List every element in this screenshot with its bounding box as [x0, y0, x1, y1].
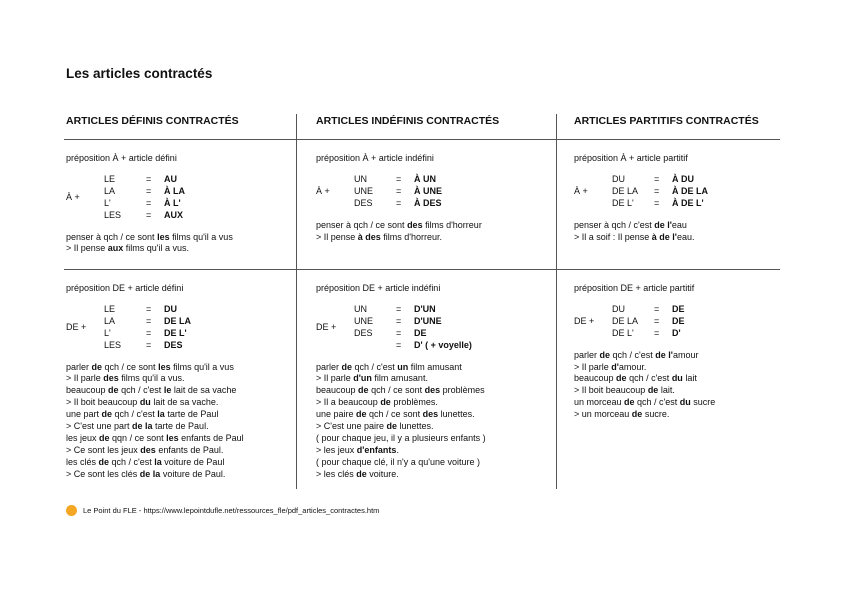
- contracted-form: DE: [414, 327, 427, 338]
- equals-sign: =: [654, 315, 660, 326]
- contracted-form: DE L': [164, 327, 187, 338]
- emphasis-text: des: [422, 409, 439, 420]
- cell-intro: préposition DE + article partitif: [574, 283, 695, 293]
- example-text: enfants de Paul: [178, 432, 244, 443]
- emphasis-text: les: [158, 361, 171, 372]
- preposition-label: DE +: [66, 321, 87, 332]
- example-line: [316, 220, 482, 232]
- example-line: [66, 397, 244, 409]
- example-text: beaucoup: [316, 385, 359, 396]
- example-line: [574, 232, 708, 244]
- emphasis-text: de: [99, 432, 110, 443]
- preposition-label: DE +: [316, 321, 337, 332]
- contraction-row: [66, 174, 185, 186]
- examples: [66, 362, 244, 481]
- emphasis-text: à de l': [651, 231, 677, 242]
- example-text: ( pour chaque clé, il n'y a qu'une voiture ): [316, 456, 481, 467]
- equals-sign: =: [146, 185, 152, 196]
- example-text: > C'est une paire: [316, 421, 387, 432]
- example-text: eau.: [676, 231, 695, 242]
- equals-sign: =: [654, 173, 660, 184]
- contracted-form: AU: [164, 173, 177, 184]
- preposition-label: À +: [574, 185, 588, 196]
- example-line: [66, 385, 244, 397]
- example-text: beaucoup: [66, 385, 109, 396]
- preposition-label: À +: [66, 191, 80, 202]
- cell-intro: préposition À + article indéfini: [316, 153, 434, 163]
- contracted-form: À LA: [164, 185, 185, 196]
- contracted-form: À UN: [414, 173, 436, 184]
- article-label: DE L': [612, 327, 634, 338]
- article-label: DES: [354, 197, 373, 208]
- cell-intro: préposition À + article partitif: [574, 153, 688, 163]
- footer-text: Le Point du FLE - https://www.lepointdufle.net/ressources_fle/pdf_articles_contractes.htm: [83, 506, 380, 515]
- example-text: films qu'il a vus: [169, 231, 233, 242]
- cell-intro: préposition DE + article indéfini: [316, 283, 441, 293]
- equals-sign: =: [654, 327, 660, 338]
- cell-a-defini: [66, 153, 233, 255]
- example-line: [66, 409, 244, 421]
- column-heading-definis: ARTICLES DÉFINIS CONTRACTÉS: [66, 115, 239, 127]
- example-text: films qu'il a vus.: [118, 373, 185, 384]
- example-line: [316, 457, 486, 469]
- emphasis-text: de: [341, 361, 353, 372]
- example-text: qch / c'est: [109, 456, 155, 467]
- example-text: voiture.: [366, 468, 399, 479]
- emphasis-text: d': [611, 361, 619, 372]
- contracted-form: D': [672, 327, 681, 338]
- example-text: une paire: [316, 409, 357, 420]
- example-text: les jeux: [66, 432, 100, 443]
- emphasis-text: du: [679, 397, 691, 408]
- cell-de-partitif: [574, 283, 715, 421]
- article-label: DE LA: [612, 315, 639, 326]
- example-text: qch / c'est: [112, 409, 158, 420]
- example-line: [66, 457, 244, 469]
- equals-sign: =: [146, 173, 152, 184]
- example-text: qch / c'est: [634, 397, 680, 408]
- emphasis-text: de: [356, 409, 367, 420]
- column-divider-2: [556, 114, 557, 489]
- example-text: > les clés: [316, 468, 357, 479]
- contraction-table: [574, 304, 685, 340]
- example-text: lait: [682, 373, 697, 384]
- contracted-form: DU: [164, 303, 177, 314]
- emphasis-text: la: [157, 409, 165, 420]
- example-text: film amusant: [408, 361, 462, 372]
- example-text: qch / c'est: [626, 373, 672, 384]
- article-label: [354, 340, 396, 352]
- example-text: qch / c'est: [610, 349, 656, 360]
- example-text: qqn / ce sont: [109, 432, 167, 443]
- emphasis-text: de: [108, 385, 119, 396]
- column-heading-indefinis: ARTICLES INDÉFINIS CONTRACTÉS: [316, 115, 500, 127]
- example-line: [316, 385, 486, 397]
- example-text: films d'horreur: [422, 219, 482, 230]
- example-text: amour.: [618, 361, 647, 372]
- article-label: LA: [104, 185, 116, 196]
- example-text: une part: [66, 409, 102, 420]
- logo-dot-icon: [66, 505, 77, 516]
- example-line: [316, 421, 486, 433]
- example-line: [66, 433, 244, 445]
- equals-sign: =: [396, 173, 402, 184]
- example-text: qch / c'est: [118, 385, 164, 396]
- cell-intro: préposition À + article défini: [66, 153, 177, 163]
- example-text: > Il parle: [574, 361, 612, 372]
- contracted-form: À DE L': [672, 197, 704, 208]
- example-text: films d'horreur.: [380, 231, 443, 242]
- example-text: parler: [574, 349, 600, 360]
- example-text: lunettes.: [397, 421, 434, 432]
- emphasis-text: les: [157, 231, 170, 242]
- emphasis-text: des: [140, 444, 156, 455]
- example-text: problèmes: [440, 385, 485, 396]
- example-text: parler: [66, 361, 92, 372]
- example-text: enfants de Paul.: [155, 444, 224, 455]
- example-text: ( pour chaque jeu, il y a plusieurs enfants ): [316, 432, 486, 443]
- emphasis-text: les: [166, 432, 179, 443]
- examples: [66, 232, 233, 256]
- example-text: > Il boit beaucoup: [574, 385, 648, 396]
- column-heading-partitifs: ARTICLES PARTITIFS CONTRACTÉS: [574, 115, 759, 127]
- article-label: LE: [104, 303, 116, 314]
- example-line: [574, 373, 715, 385]
- emphasis-text: d'un: [353, 373, 372, 384]
- emphasis-text: de: [91, 361, 103, 372]
- example-text: > Il pense: [316, 231, 358, 242]
- emphasis-text: du: [671, 373, 683, 384]
- example-text: film amusant.: [371, 373, 428, 384]
- article-label: LA: [104, 315, 116, 326]
- contraction-table: [66, 304, 191, 352]
- example-text: > les jeux: [316, 444, 357, 455]
- equals-sign: =: [396, 327, 402, 338]
- equals-sign: =: [396, 185, 402, 196]
- contracted-form: À DE LA: [672, 185, 708, 196]
- equals-sign: =: [146, 339, 152, 350]
- emphasis-text: de: [631, 409, 643, 420]
- emphasis-text: de l': [655, 349, 673, 360]
- article-label: DE L': [612, 197, 634, 208]
- example-text: penser à qch / ce sont: [316, 219, 408, 230]
- example-text: > un morceau: [574, 409, 632, 420]
- contracted-form: DE LA: [164, 315, 191, 326]
- contracted-form: À DES: [414, 197, 442, 208]
- column-divider-1: [296, 114, 297, 489]
- contraction-table: [574, 174, 708, 210]
- example-text: > Il boit beaucoup: [66, 397, 140, 408]
- example-text: lait.: [658, 385, 675, 396]
- contraction-row: [316, 304, 472, 316]
- example-line: [316, 397, 486, 409]
- equals-sign: =: [654, 197, 660, 208]
- cell-de-defini: [66, 283, 244, 481]
- equals-sign: =: [396, 339, 402, 350]
- emphasis-text: de: [358, 385, 369, 396]
- emphasis-text: de: [380, 397, 391, 408]
- example-text: penser à qch / ce sont: [66, 231, 158, 242]
- example-text: qch / ce sont: [366, 409, 423, 420]
- example-line: [66, 243, 233, 255]
- contraction-row: [66, 304, 191, 316]
- example-text: > C'est une part: [66, 421, 133, 432]
- emphasis-text: des: [103, 373, 119, 384]
- emphasis-text: de: [98, 456, 110, 467]
- article-label: DE LA: [612, 185, 639, 196]
- emphasis-text: de la: [132, 421, 153, 432]
- example-text: > Il a beaucoup: [316, 397, 381, 408]
- contraction-row: [574, 174, 708, 186]
- example-line: [316, 232, 482, 244]
- example-text: > Il parle: [316, 373, 354, 384]
- article-label: UNE: [354, 185, 374, 196]
- article-label: LE: [104, 173, 116, 184]
- emphasis-text: de l': [654, 219, 672, 230]
- equals-sign: =: [146, 303, 152, 314]
- example-text: sucre.: [642, 409, 670, 420]
- equals-sign: =: [654, 185, 660, 196]
- example-text: problèmes.: [390, 397, 438, 408]
- example-text: beaucoup: [574, 373, 617, 384]
- example-line: [316, 445, 486, 457]
- example-text: films qu'il a vus.: [123, 243, 190, 254]
- emphasis-text: de: [101, 409, 113, 420]
- examples: [316, 362, 486, 481]
- example-text: un morceau: [574, 397, 625, 408]
- examples: [316, 220, 482, 244]
- equals-sign: =: [146, 327, 152, 338]
- example-text: > Il parle: [66, 373, 104, 384]
- emphasis-text: d'enfants: [356, 444, 397, 455]
- emphasis-text: de: [356, 468, 367, 479]
- contracted-form: DES: [164, 339, 183, 350]
- contraction-table: [316, 304, 472, 352]
- emphasis-text: du: [139, 397, 151, 408]
- example-text: parler: [316, 361, 342, 372]
- example-line: [66, 373, 244, 385]
- preposition-label: DE +: [574, 315, 595, 326]
- equals-sign: =: [146, 197, 152, 208]
- example-text: qch / c'est: [352, 361, 398, 372]
- example-text: > Il a soif : Il pense: [574, 231, 652, 242]
- example-line: [316, 373, 486, 385]
- article-label: L': [104, 197, 111, 208]
- article-label: L': [104, 327, 111, 338]
- article-label: LES: [104, 339, 122, 350]
- example-text: lunettes.: [438, 409, 475, 420]
- example-text: tarte de Paul: [164, 409, 219, 420]
- equals-sign: =: [396, 197, 402, 208]
- example-text: > Ce sont les clés: [66, 468, 140, 479]
- contracted-form: AUX: [164, 209, 184, 220]
- example-line: [574, 362, 715, 374]
- example-text: > Ce sont les jeux: [66, 444, 141, 455]
- example-text: lait de sa vache: [171, 385, 237, 396]
- preposition-label: À +: [316, 185, 330, 196]
- contracted-form: D'UNE: [414, 315, 442, 326]
- cell-intro: préposition DE + article défini: [66, 283, 184, 293]
- contracted-form: À DU: [672, 173, 694, 184]
- example-line: [574, 409, 715, 421]
- emphasis-text: la: [154, 456, 162, 467]
- page-title: Les articles contractés: [66, 66, 213, 81]
- emphasis-text: de: [599, 349, 611, 360]
- article-label: UNE: [354, 315, 374, 326]
- example-line: [574, 385, 715, 397]
- example-line: [316, 409, 486, 421]
- example-text: amour: [672, 349, 699, 360]
- equals-sign: =: [654, 303, 660, 314]
- example-line: [574, 350, 715, 362]
- contracted-form: À UNE: [414, 185, 443, 196]
- contraction-row: [316, 174, 442, 186]
- contracted-form: À L': [164, 197, 181, 208]
- contraction-table: [66, 174, 185, 222]
- article-label: DES: [354, 327, 373, 338]
- example-line: [316, 469, 486, 481]
- article-label: UN: [354, 173, 367, 184]
- article-label: UN: [354, 303, 367, 314]
- cell-de-indefini: [316, 283, 486, 481]
- cell-a-indefini: [316, 153, 482, 243]
- emphasis-text: de: [616, 373, 627, 384]
- emphasis-text: de: [386, 421, 398, 432]
- emphasis-text: un: [397, 361, 409, 372]
- footer: [66, 505, 379, 516]
- cell-a-partitif: [574, 153, 708, 243]
- article-label: DU: [612, 173, 625, 184]
- example-text: lait de sa vache.: [150, 397, 219, 408]
- example-line: [316, 433, 486, 445]
- contracted-form: D' ( + voyelle): [414, 339, 472, 350]
- example-line: [66, 421, 244, 433]
- example-line: [574, 397, 715, 409]
- emphasis-text: aux: [107, 243, 124, 254]
- example-line: [574, 220, 708, 232]
- contraction-table: [316, 174, 442, 210]
- equals-sign: =: [396, 315, 402, 326]
- emphasis-text: à des: [357, 231, 381, 242]
- examples: [574, 350, 715, 421]
- row-divider: [64, 269, 780, 270]
- example-text: les clés: [66, 456, 99, 467]
- example-text: voiture de Paul.: [160, 468, 226, 479]
- contracted-form: DE: [672, 303, 685, 314]
- header-divider: [64, 139, 780, 140]
- article-label: DU: [612, 303, 625, 314]
- equals-sign: =: [146, 209, 152, 220]
- example-text: sucre: [690, 397, 716, 408]
- emphasis-text: de: [624, 397, 635, 408]
- emphasis-text: le: [163, 385, 172, 396]
- example-text: qch / ce sont: [368, 385, 425, 396]
- equals-sign: =: [146, 315, 152, 326]
- example-text: tarte de Paul.: [152, 421, 209, 432]
- example-line: [66, 232, 233, 244]
- article-label: LES: [104, 209, 122, 220]
- contracted-form: D'UN: [414, 303, 436, 314]
- contracted-form: DE: [672, 315, 685, 326]
- example-text: > Il pense: [66, 243, 108, 254]
- example-line: [316, 362, 486, 374]
- example-text: .: [396, 444, 399, 455]
- example-text: films qu'il a vus: [170, 361, 234, 372]
- example-line: [66, 469, 244, 481]
- emphasis-text: de: [647, 385, 659, 396]
- emphasis-text: des: [424, 385, 441, 396]
- contraction-row: [574, 304, 685, 316]
- example-text: voiture de Paul: [161, 456, 225, 467]
- examples: [574, 220, 708, 244]
- equals-sign: =: [396, 303, 402, 314]
- emphasis-text: des: [407, 219, 423, 230]
- emphasis-text: de la: [139, 468, 161, 479]
- example-text: penser à qch / c'est: [574, 219, 655, 230]
- example-text: eau: [671, 219, 687, 230]
- example-line: [66, 362, 244, 374]
- example-text: qch / ce sont: [102, 361, 159, 372]
- example-line: [66, 445, 244, 457]
